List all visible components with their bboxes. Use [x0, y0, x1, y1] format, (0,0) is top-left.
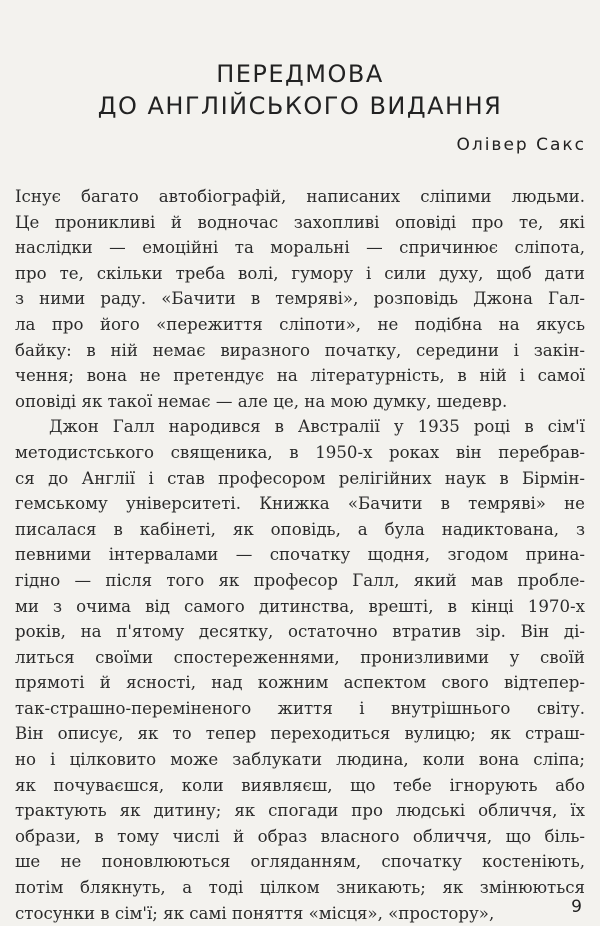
text-line: но і цілковито може заблукати людина, коли вона сліпа; [15, 750, 585, 770]
chapter-title-line-1: ПЕРЕДМОВА [216, 60, 384, 88]
text-line: ми з очима від самого дитинства, врешті, в кінці 1970-х [15, 596, 585, 616]
text-line: трактують як дитину; як спогади про людські обличчя, їх [15, 801, 585, 821]
page-number: 9 [571, 897, 582, 917]
text-line: писалася в кабінеті, як оповідь, а була надиктована, з [15, 519, 585, 539]
text-line: оповіді як такої немає — але це, на мою думку, шедевр. [15, 391, 508, 411]
text-line: чення; вона не претендує на літературність, в ній і самої [15, 366, 585, 386]
body-text [15, 184, 585, 926]
text-line: наслідки — емоційні та моральні — спричинює сліпота, [15, 238, 585, 258]
text-line: образи, в тому числі й образ власного обличчя, що біль- [15, 826, 585, 846]
text-line: ла про його «пережиття сліпоти», не подібна на якусь [15, 314, 585, 334]
text-line: як почуваєшся, коли виявляєш, що тебе ігнорують або [15, 775, 585, 795]
text-line: років, на п'ятому десятку, остаточно втратив зір. Він ді- [15, 622, 585, 642]
author-name: Олівер Сакс [456, 135, 586, 155]
text-line: з ними раду. «Бачити в темряві», розповідь Джона Гал- [15, 289, 585, 309]
text-line: Це проникливі й водночас захопливі оповіді про те, які [15, 212, 585, 232]
text-line: байку: в ній немає виразного початку, середини і закін- [15, 340, 585, 360]
text-line: так-страшно-переміненого життя і внутрішнього світу. [15, 698, 585, 718]
text-line: прямоті й ясності, над кожним аспектом свого відтепер- [15, 673, 585, 693]
text-line: ше не поновлюються огляданням, спочатку костеніють, [15, 852, 585, 872]
text-line: стосунки в сім'ї; як самі поняття «місця», «простору», [15, 903, 495, 923]
text-line: про те, скільки треба волі, гумору і сили духу, щоб дати [15, 263, 585, 283]
text-line: литься своїми спостереженнями, пронизливими у своїй [15, 647, 585, 667]
text-line: потім блякнуть, а тоді цілком зникають; як змінюються [15, 878, 585, 898]
chapter-title-line-2: ДО АНГЛІЙСЬКОГО ВИДАННЯ [97, 92, 503, 120]
text-line: певними інтервалами — спочатку щодня, згодом прина- [15, 545, 585, 565]
text-line: ся до Англії і став професором релігійних наук в Бірмін- [15, 468, 585, 488]
text-line: Він описує, як то тепер переходиться вулицю; як страш- [15, 724, 585, 744]
text-line: гемському університеті. Книжка «Бачити в темряві» не [15, 494, 585, 514]
text-line: Існує багато автобіографій, написаних сліпими людьми. [15, 187, 585, 206]
text-line: гідно — після того як професор Галл, який мав пробле- [15, 570, 585, 590]
text-line: Джон Галл народився в Австралії у 1935 році в сім'ї [49, 417, 585, 437]
text-line: методистського священика, в 1950-х роках він перебрав- [15, 442, 585, 462]
